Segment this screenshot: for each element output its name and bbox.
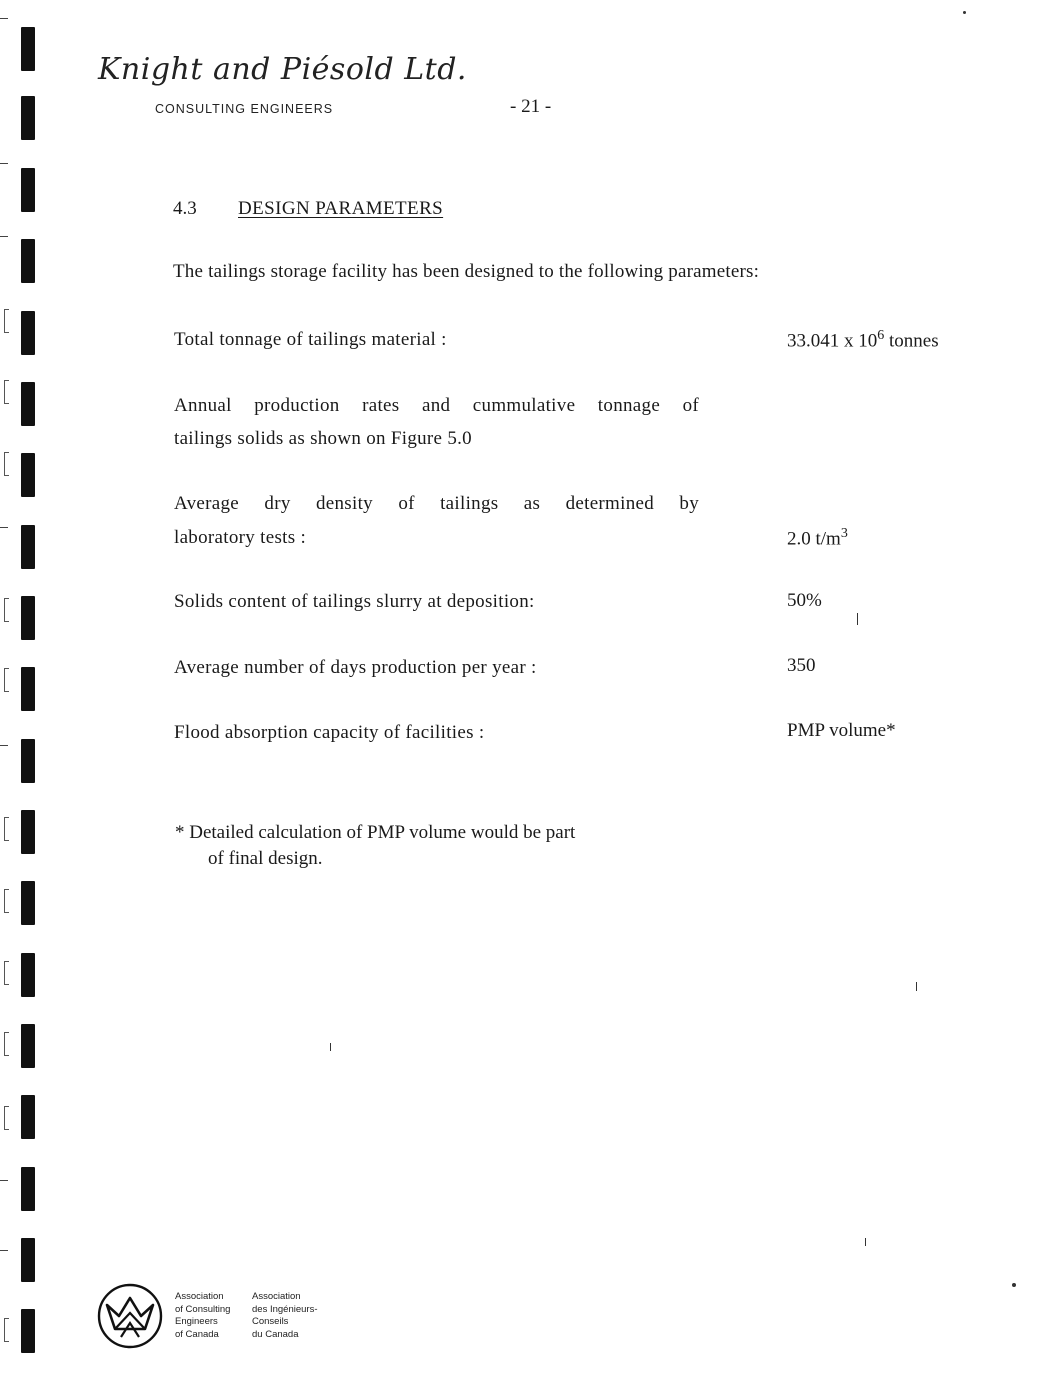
- edge-mark: [0, 1180, 8, 1181]
- punch-mark: [21, 525, 35, 569]
- scan-speck: [1012, 1283, 1016, 1287]
- punch-mark: [21, 1238, 35, 1282]
- association-line: of Consulting: [175, 1303, 231, 1315]
- parameter-label-line2: tailings solids as shown on Figure 5.0: [174, 428, 472, 449]
- scan-speck: [916, 982, 917, 991]
- punch-mark: [21, 382, 35, 426]
- parameter-label: Solids content of tailings slurry at deposition:: [174, 591, 535, 612]
- punch-mark: [21, 311, 35, 355]
- association-line: des Ingénieurs-: [252, 1303, 318, 1315]
- punch-mark: [21, 810, 35, 854]
- parameter-label-line2: laboratory tests :: [174, 527, 307, 548]
- association-french: [252, 1291, 317, 1341]
- parameter-value: [787, 526, 848, 550]
- association-line: du Canada: [252, 1328, 299, 1340]
- parameter-label: Flood absorption capacity of facilities :: [174, 722, 485, 743]
- association-english: [175, 1291, 230, 1341]
- parameter-label-line1: Average dry density of tailings as determined by: [174, 493, 699, 514]
- intro-paragraph: The tailings storage facility has been designed to the following parameters:: [173, 261, 760, 282]
- value-exponent: 3: [840, 526, 848, 541]
- edge-mark: [4, 817, 9, 841]
- edge-mark: [4, 309, 9, 333]
- edge-mark: [0, 527, 8, 528]
- punch-mark: [21, 239, 35, 283]
- parameter-value: 350: [787, 655, 816, 676]
- page-number: - 21 -: [510, 96, 552, 117]
- value-base: 33.041 x 10: [787, 330, 878, 352]
- punch-mark: [21, 881, 35, 925]
- punch-mark: [21, 739, 35, 783]
- parameter-value: [787, 328, 939, 352]
- footnote-line2: of final design.: [208, 848, 323, 869]
- parameter-value: PMP volume*: [787, 720, 896, 741]
- value-exponent: 6: [877, 328, 885, 343]
- association-line: Conseils: [252, 1316, 289, 1327]
- edge-mark: [0, 745, 8, 746]
- edge-mark: [0, 163, 8, 164]
- acec-seal-icon: [97, 1283, 163, 1349]
- firm-subtitle: CONSULTING ENGINEERS: [155, 102, 334, 116]
- punch-mark: [21, 27, 35, 71]
- scan-speck: [857, 613, 858, 625]
- edge-mark: [0, 18, 8, 19]
- association-line: Association: [252, 1291, 301, 1302]
- punch-mark: [21, 1024, 35, 1068]
- punch-mark: [21, 1167, 35, 1211]
- footnote-line1: * Detailed calculation of PMP volume would be part: [175, 822, 576, 843]
- edge-mark: [4, 889, 9, 913]
- edge-mark: [4, 452, 9, 476]
- value-base: 2.0 t/m: [787, 528, 841, 550]
- footnote: [175, 820, 575, 872]
- edge-mark: [0, 236, 8, 237]
- parameter-value: 50%: [787, 590, 822, 611]
- edge-mark: [4, 1106, 9, 1130]
- punch-mark: [21, 168, 35, 212]
- section-number: 4.3: [173, 198, 197, 219]
- punch-mark: [21, 596, 35, 640]
- firm-logo-script: Knight and Piésold Ltd.: [98, 52, 467, 87]
- edge-mark: [4, 598, 9, 622]
- association-line: Association: [175, 1291, 224, 1302]
- punch-mark: [21, 667, 35, 711]
- scan-speck: [330, 1043, 331, 1051]
- edge-mark: [4, 1032, 9, 1056]
- edge-mark: [0, 1250, 8, 1251]
- edge-mark: [4, 961, 9, 985]
- punch-mark: [21, 1095, 35, 1139]
- punch-mark: [21, 453, 35, 497]
- section-title: DESIGN PARAMETERS: [238, 198, 444, 219]
- parameter-label: Average number of days production per year :: [174, 657, 537, 678]
- edge-mark: [4, 380, 9, 404]
- edge-mark: [4, 668, 9, 692]
- edge-mark: [4, 1318, 9, 1342]
- association-line: Engineers: [175, 1316, 218, 1327]
- association-line: of Canada: [175, 1328, 219, 1340]
- value-unit: tonnes: [884, 330, 939, 352]
- scan-speck: [963, 11, 966, 14]
- punch-mark: [21, 953, 35, 997]
- parameter-label: Total tonnage of tailings material :: [174, 329, 447, 350]
- punch-mark: [21, 96, 35, 140]
- punch-mark: [21, 1309, 35, 1353]
- scan-speck: [865, 1238, 866, 1246]
- parameter-label-line1: Annual production rates and cummulative tonnage of: [174, 395, 699, 416]
